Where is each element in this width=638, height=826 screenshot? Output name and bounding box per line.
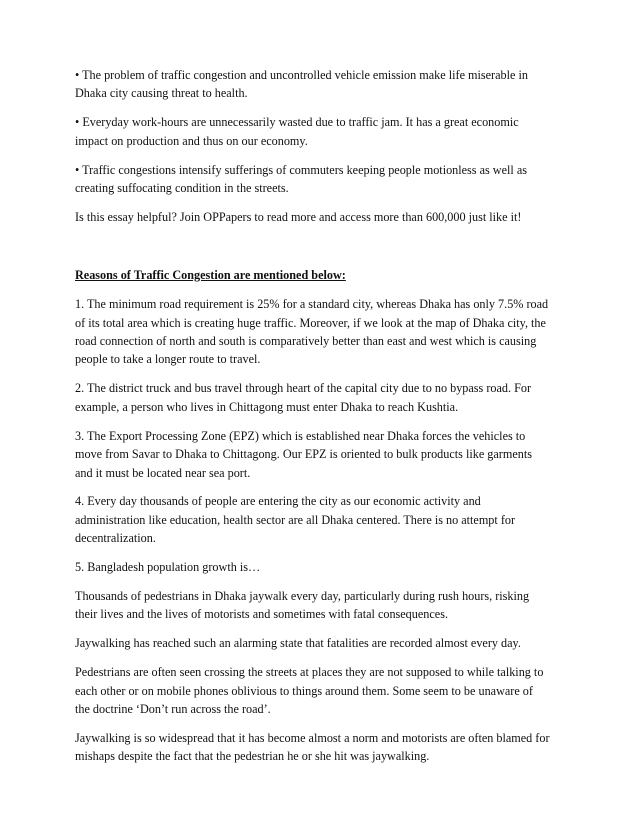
- text-line: Pedestrians are often seen crossing the streets at places they are not supposed to while talking to: [75, 665, 544, 680]
- body-paragraph: [75, 587, 565, 624]
- text-line: move from Savar to Dhaka to Chittagong. Our EPZ is oriented to bulk products like garments: [75, 447, 532, 462]
- text-line: 1. The minimum road requirement is 25% for a standard city, whereas Dhaka has only 7.5% road: [75, 297, 549, 312]
- bullet-paragraph: [75, 66, 565, 103]
- text-line: Jaywalking is so widespread that it has become almost a norm and motorists are often blamed for: [75, 730, 550, 745]
- text-line: • Everyday work-hours are unnecessarily wasted due to traffic jam. It has a great economic: [75, 115, 519, 130]
- section-heading: [75, 266, 565, 284]
- text-line: 3. The Export Processing Zone (EPZ) which is established near Dhaka forces the vehicles to: [75, 428, 526, 443]
- text-line: Is this essay helpful? Join OPPapers to read more and access more than 600,000 just like it!: [75, 209, 522, 224]
- text-line: road connection of north and south is comparatively better than east and west which is causing: [75, 334, 537, 349]
- reason-item: [75, 295, 565, 369]
- text-line: people to take a longer route to travel.: [75, 352, 261, 367]
- text-line: and it must be located near sea port.: [75, 465, 251, 480]
- reason-item: [75, 427, 565, 482]
- heading-text: Reasons of Traffic Congestion are mentioned below:: [75, 268, 346, 283]
- text-line: 5. Bangladesh population growth is…: [75, 560, 261, 575]
- text-line: each other or on mobile phones oblivious to things around them. Some seem to be unaware of: [75, 683, 533, 698]
- text-line: mishaps despite the fact that the pedestrian he or she hit was jaywalking.: [75, 749, 430, 764]
- reason-item: [75, 558, 565, 576]
- body-paragraph: [75, 663, 565, 718]
- text-line: • The problem of traffic congestion and uncontrolled vehicle emission make life miserable in: [75, 68, 528, 82]
- document-page: [75, 66, 565, 776]
- text-line: Dhaka city causing threat to health.: [75, 86, 248, 101]
- reason-item: [75, 492, 565, 547]
- text-line: Thousands of pedestrians in Dhaka jaywalk every day, particularly during rush hours, risking: [75, 589, 530, 604]
- text-line: example, a person who lives in Chittagong must enter Dhaka to reach Kushtia.: [75, 399, 459, 414]
- text-line: administration like education, health sector are all Dhaka centered. There is no attempt for: [75, 512, 516, 527]
- body-paragraph: [75, 729, 565, 766]
- text-line: the doctrine ‘Don’t run across the road’.: [75, 702, 271, 717]
- reason-item: [75, 379, 565, 416]
- text-line: their lives and the lives of motorists and sometimes with fatal consequences.: [75, 607, 448, 622]
- body-paragraph: [75, 634, 565, 652]
- text-line: 4. Every day thousands of people are entering the city as our economic activity and: [75, 494, 481, 509]
- text-line: 2. The district truck and bus travel through heart of the capital city due to no bypass road. For: [75, 381, 532, 396]
- bullet-paragraph: [75, 113, 565, 150]
- text-line: • Traffic congestions intensify sufferings of commuters keeping people motionless as well as: [75, 162, 527, 177]
- text-line: decentralization.: [75, 531, 156, 546]
- text-line: creating suffocating condition in the streets.: [75, 181, 289, 196]
- bullet-paragraph: [75, 161, 565, 198]
- text-line: of its total area which is creating huge traffic. Moreover, if we look at the map of Dhaka city, the: [75, 315, 546, 330]
- text-line: impact on production and thus on our economy.: [75, 133, 308, 148]
- promo-call-to-action: [75, 208, 565, 226]
- text-line: Jaywalking has reached such an alarming state that fatalities are recorded almost every day.: [75, 636, 521, 651]
